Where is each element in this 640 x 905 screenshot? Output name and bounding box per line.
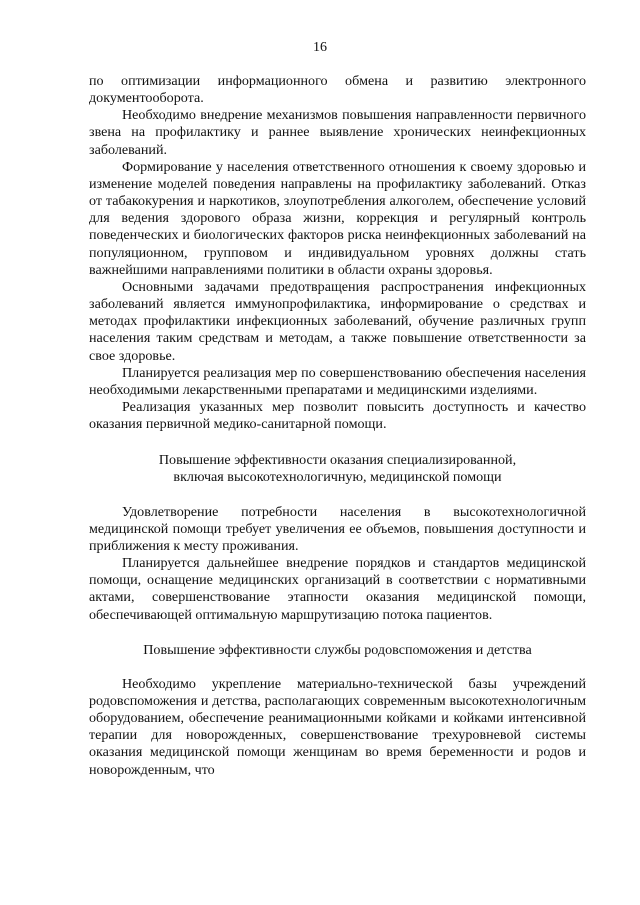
paragraph: Планируется реализация мер по совершенствованию обеспечения населения необходимыми лекарственными препаратами и медицинскими изделиями. xyxy=(89,364,586,398)
page-number: 16 xyxy=(313,40,327,55)
paragraph: Планируется дальнейшее внедрение порядков и стандартов медицинской помощи, оснащение медицинских организаций в соответствии с нормативными актами, совершенствование этапности оказания медицинской помощи, обеспечивающей оптимальную маршрутизацию потока пациентов. xyxy=(89,555,586,623)
paragraph-continues: Необходимо укрепление материально-технической базы учреждений родовспоможения и детства, располагающих современным высокотехнологичным оборудованием, обеспечение реанимационными койками и койками интенсивной терапии для новорожденных, совершенствование трехуровневой системы оказания медицинской помощи женщинам во время беременности и родов и новорожденным, что xyxy=(89,675,586,778)
paragraph-continuation: по оптимизации информационного обмена и развитию электронного документооборота. xyxy=(89,73,586,107)
section-heading-line: Повышение эффективности оказания специализированной, xyxy=(158,452,517,469)
paragraph: Формирование у населения ответственного отношения к своему здоровью и изменение моделей поведения направлены на профилактику заболеваний. Отказ от табакокурения и наркотиков, злоупотребления алкоголем, обеспечение условий для ведения здорового образа жизни, коррекция и регулярный контроль поведенческих и биологических факторов риска неинфекционных заболеваний на популяционном, групповом и индивидуальном уровнях должны стать важнейшими направлениями политики в области охраны здоровья. xyxy=(89,158,586,278)
section-heading-specialized-care xyxy=(89,452,586,486)
section-heading-maternity: Повышение эффективности службы родовспоможения и детства xyxy=(143,641,532,658)
paragraph: Удовлетворение потребности населения в высокотехнологичной медицинской помощи требует увеличения ее объемов, повышения доступности и приближения к месту проживания. xyxy=(89,503,586,554)
paragraph: Необходимо внедрение механизмов повышения направленности первичного звена на профилактику и раннее выявление хронических неинфекционных заболеваний. xyxy=(89,107,586,158)
paragraph: Основными задачами предотвращения распространения инфекционных заболеваний является иммунопрофилактика, информирование о средствах и методах профилактики инфекционных заболеваний, обучение различных групп населения таким средствам и методам, а также повышение ответственности за свое здоровье. xyxy=(89,278,586,364)
section-heading-line: включая высокотехнологичную, медицинской помощи xyxy=(173,469,502,486)
paragraph: Реализация указанных мер позволит повысить доступность и качество оказания первичной медико-санитарной помощи. xyxy=(89,398,586,433)
document-body xyxy=(89,73,586,779)
